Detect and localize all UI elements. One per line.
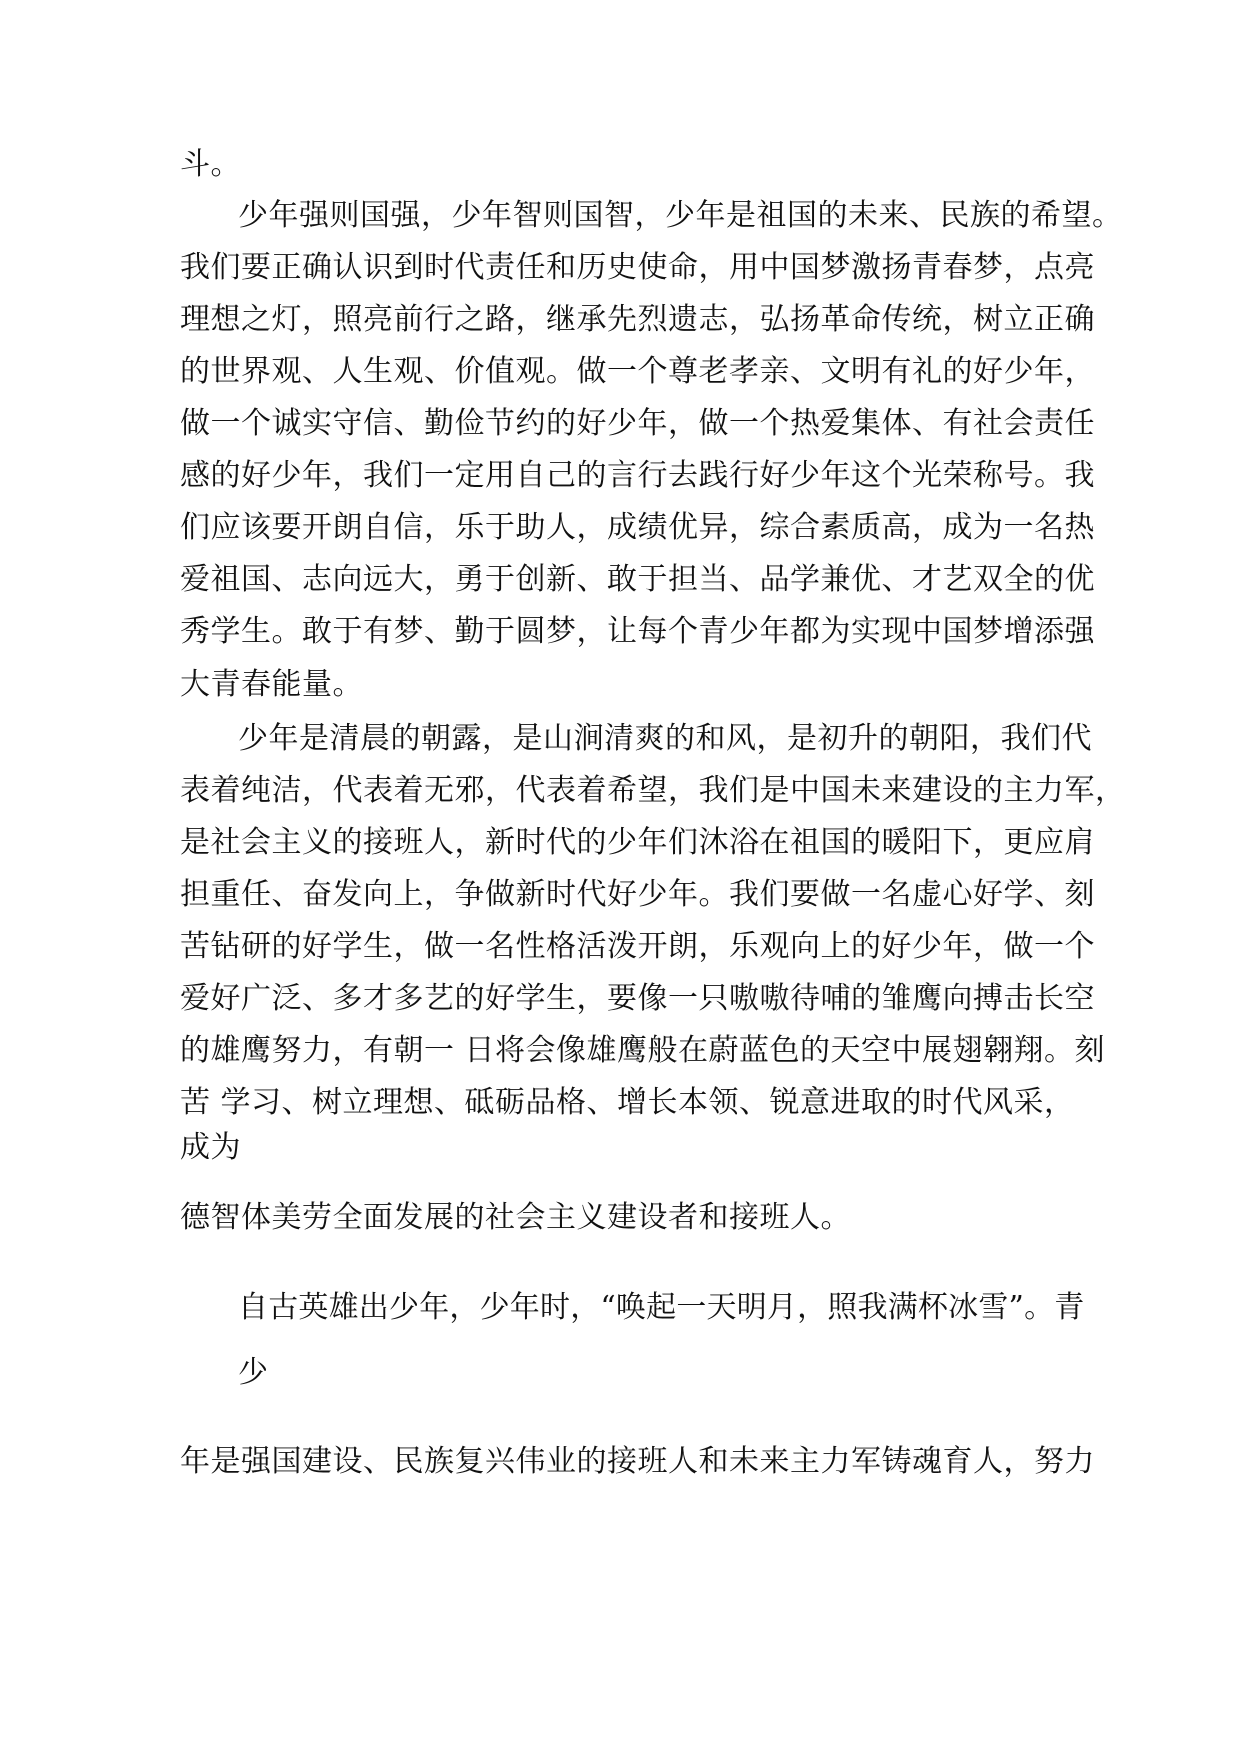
text-line: 担重任、奋发向上，争做新时代好少年。我们要做一名虚心好学、刻 (180, 877, 1095, 912)
text-line: 理想之灯，照亮前行之路，继承先烈遗志，弘扬革命传统，树立正确 (180, 302, 1095, 337)
text-line: 的雄鹰努力，有朝一 日将会像雄鹰般在蔚蓝色的天空中展翅翱翔。刻 (180, 1033, 1106, 1068)
paragraph-first-line: 自古英雄出少年，少年时，“唤起一天明月，照我满杯冰雪”。青 (238, 1290, 1085, 1325)
text-line: 少 (238, 1355, 269, 1390)
text-line: 我们要正确认识到时代责任和历史使命，用中国梦激扬青春梦，点亮 (180, 250, 1095, 285)
text-line: 感的好少年，我们一定用自己的言行去践行好少年这个光荣称号。我 (180, 458, 1095, 493)
text-line: 苦钻研的好学生，做一名性格活泼开朗，乐观向上的好少年，做一个 (180, 929, 1095, 964)
text-line: 的世界观、人生观、价值观。做一个尊老孝亲、文明有礼的好少年， (180, 354, 1095, 389)
text-line: 德智体美劳全面发展的社会主义建设者和接班人。 (180, 1200, 851, 1235)
text-line: 爱祖国、志向远大，勇于创新、敢于担当、品学兼优、才艺双全的优 (180, 562, 1095, 597)
paragraph-first-line: 少年是清晨的朝露，是山涧清爽的和风，是初升的朝阳，我们代 (238, 721, 1092, 756)
text-line: 大青春能量。 (180, 667, 363, 702)
text-line: 秀学生。敢于有梦、勤于圆梦，让每个青少年都为实现中国梦增添强 (180, 614, 1095, 649)
text-line: 做一个诚实守信、勤俭节约的好少年，做一个热爱集体、有社会责任 (180, 406, 1095, 441)
text-line: 爱好广泛、多才多艺的好学生，要像一只嗷嗷待哺的雏鹰向搏击长空 (180, 981, 1095, 1016)
text-line: 表着纯洁，代表着无邪，代表着希望，我们是中国未来建设的主力军， (180, 773, 1126, 808)
text-line: 成为 (180, 1130, 241, 1165)
text-line: 苦 学习、树立理想、砥砺品格、增长本领、锐意进取的时代风采， (180, 1085, 1075, 1120)
text-line: 年是强国建设、民族复兴伟业的接班人和未来主力军铸魂育人，努力 (180, 1444, 1095, 1479)
paragraph-first-line: 少年强则国强，少年智则国智，少年是祖国的未来、民族的希望。 (238, 198, 1123, 233)
text-line: 们应该要开朗自信，乐于助人，成绩优异，综合素质高，成为一名热 (180, 510, 1095, 545)
text-line: 斗。 (180, 147, 241, 182)
text-line: 是社会主义的接班人，新时代的少年们沐浴在祖国的暖阳下，更应肩 (180, 825, 1095, 860)
